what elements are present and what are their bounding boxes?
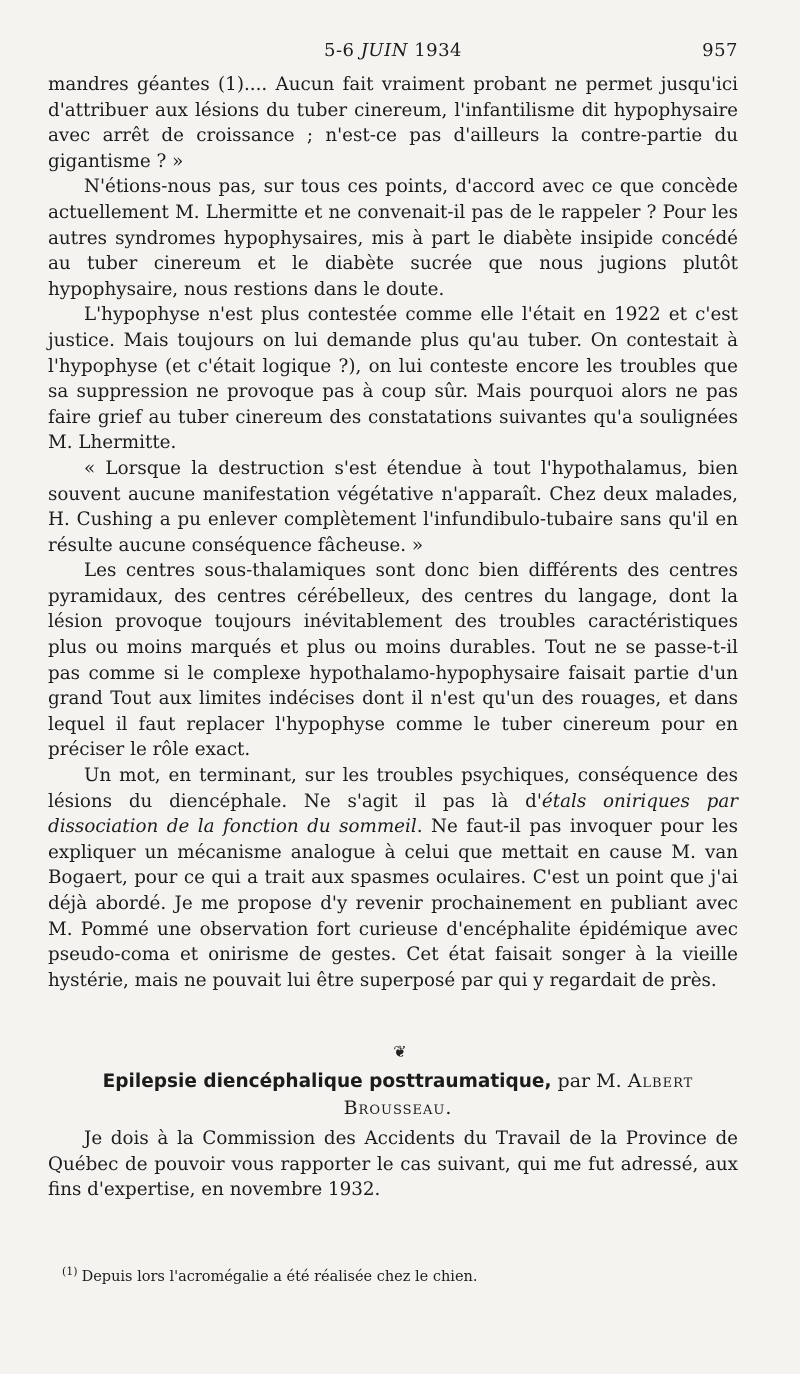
page-number: 957 [702, 40, 738, 61]
fleuron-ornament-icon: ❦ [393, 1042, 407, 1061]
header-date: 5-6 JUIN 1934 [324, 40, 462, 61]
quoted-paragraph: « Lorsque la destruction s'est étendue à tout l'hypothalamus, bien souvent aucune manifestation végétative n'apparaît. Chez deux malades, H. Cushing a pu enlever complètement l'infundibulo-tubaire sans qu'il en résulte aucune conséquence fâcheuse. » [48, 457, 738, 556]
section-title-bold: Epilepsie diencéphalique posttraumatique, [102, 1071, 552, 1092]
italic-phrase: étals oniriques par dissociation de la fonction du sommeil [48, 790, 738, 838]
paragraph: N'étions-nous pas, sur tous ces points, d'accord avec ce que concède actuellement M. Lhermitte et ne convenait-il pas de le rappeler ? Pour les autres syndromes hypophysaires, mis à part le diabète insipide concédé au tuber cinereum et le diabète sucrée que nous jugions plutôt hypophysaire, nous restions dans le doute. [48, 176, 738, 300]
section-title: Epilepsie diencéphalique posttraumatique, par M. Albert Brousseau. [102, 1070, 694, 1119]
paragraph: Je dois à la Commission des Accidents du Travail de la Province de Québec de pouvoir vous rapporter le cas suivant, qui me fut adressé, aux fins d'expertise, en novembre 1932. [48, 1128, 738, 1201]
paragraph: Un mot, en terminant, sur les troubles psychiques, conséquence des lésions du diencéphale. Ne s'agit il pas là d'étals oniriques par dissociation de la fonction du sommeil. Ne faut-il pas invoquer pour les expliquer un mécanisme analogue à celui que mettait en cause M. van Bogaert, pour ce qui a trait aux spasmes oculaires. C'est un point que j'ai déjà abordé. Je me propose d'y revenir prochainement en publiant avec M. Pommé une observation fort curieuse d'encéphalite épidémique avec pseudo-coma et onirisme de gestes. Cet état faisait songer à la vieille hystérie, mais ne pouvait lui être superposé par qui y regardait de près. [48, 765, 739, 991]
paragraph: mandres géantes (1).... Aucun fait vraiment probant ne permet jusqu'ici d'attribuer aux lésions du tuber cinereum, l'infantilisme dit hypophysaire avec arrêt de croissance ; n'est-ce pas d'ailleurs la contre-partie du gigantisme ? » [48, 74, 738, 172]
footnote-text: Depuis lors l'acromégalie a été réalisée chez le chien. [81, 1268, 478, 1285]
paragraph: Les centres sous-thalamiques sont donc bien différents des centres pyramidaux, des centres cérébelleux, des centres du langage, dont la lésion provoque toujours inévitablement des troubles caractéristiques plus ou moins marqués et plus ou moins durables. Tout ne se passe-t-il pas comme si le complexe hypothalamo-hypophysaire faisait partie d'un grand Tout aux limites indécises dont il n'est qu'un des rouages, et dans lequel il faut replacer l'hypophyse comme le tuber cinereum pour en préciser le rôle exact. [48, 560, 738, 761]
footnote [62, 1262, 738, 1287]
author-last-name: Brousseau. [343, 1097, 453, 1119]
paragraph: L'hypophyse n'est plus contestée comme elle l'était en 1922 et c'est justice. Mais toujours on lui demande plus qu'au tuber. On contestait à l'hypophyse (et c'était logique ?), on lui conteste encore les troubles que sa suppression ne provoque pas à coup sûr. Mais pourquoi alors ne pas faire grief au tuber cinereum des constatations suivantes qu'a soulignées M. Lhermitte. [48, 304, 738, 454]
author-first-name: Albert [627, 1070, 694, 1092]
body-text [48, 72, 738, 993]
running-header [48, 40, 738, 66]
footnote-mark: (1) [62, 1265, 78, 1278]
section-intro [48, 1126, 738, 1203]
